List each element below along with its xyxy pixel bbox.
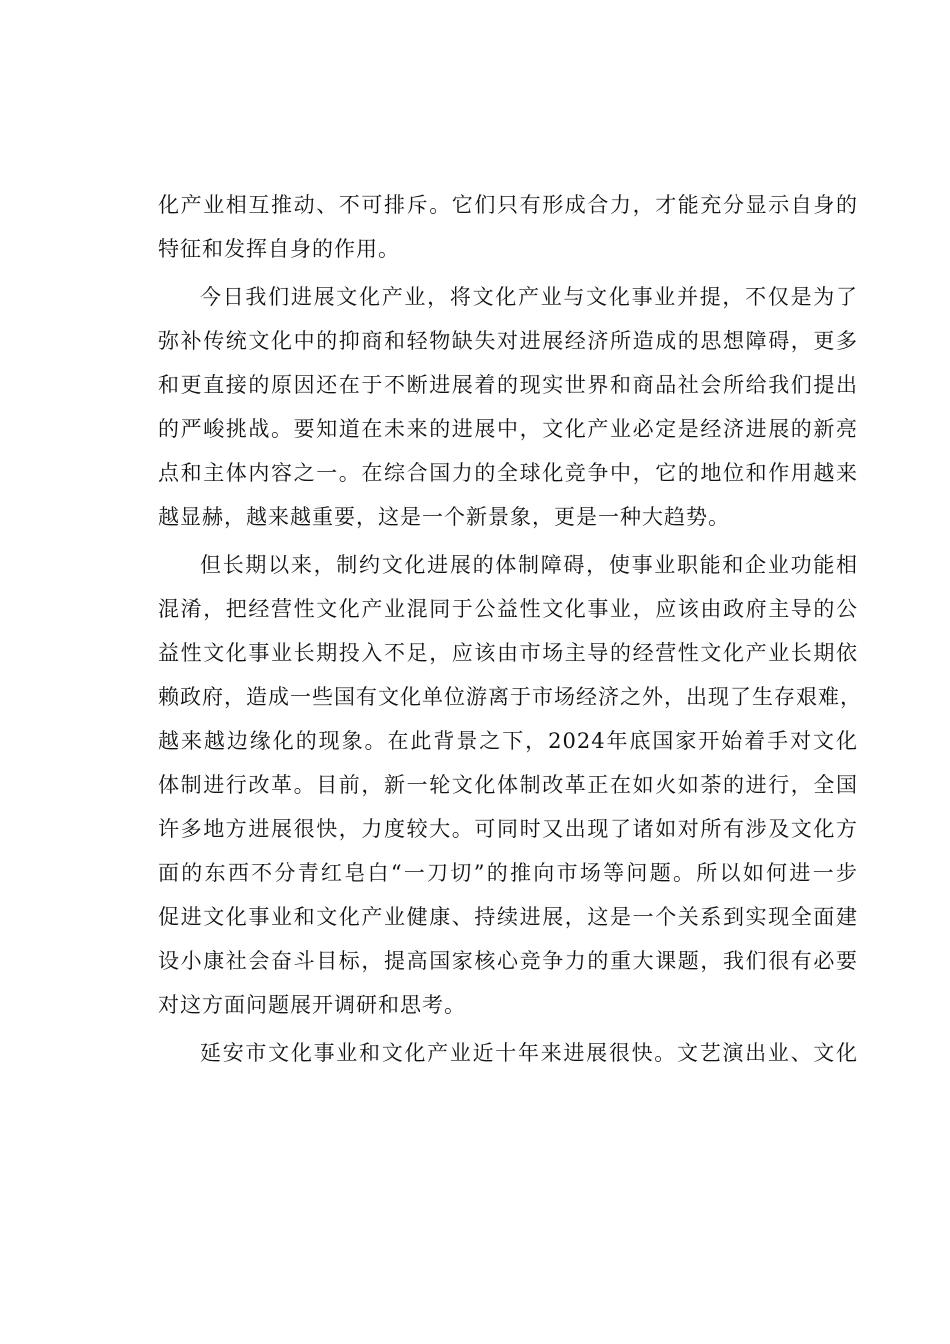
paragraph-2-line-6: 越显赫，越来越重要，这是一个新景象，更是一种大趋势。 (158, 505, 730, 529)
paragraph-3-line-6: 体制进行改革。目前，新一轮文化体制改革正在如火如荼的进行，全国 (158, 773, 858, 797)
paragraph-3-line-9: 促进文化事业和文化产业健康、持续进展，这是一个关系到实现全面建 (158, 905, 858, 929)
paragraph-3-line-1: 但长期以来，制约文化进展的体制障碍，使事业职能和企业功能相 (200, 553, 858, 577)
paragraph-3-line-8: 面的东西不分青红皂白“一刀切”的推向市场等问题。所以如何进一步 (158, 861, 858, 885)
paragraph-2-line-4: 的严峻挑战。要知道在未来的进展中，文化产业必定是经济进展的新亮 (158, 417, 858, 441)
paragraph-2-line-2: 弥补传统文化中的抑商和轻物缺失对进展经济所造成的思想障碍，更多 (158, 329, 858, 353)
body-text (158, 183, 862, 1075)
paragraph-2-line-5: 点和主体内容之一。在综合国力的全球化竞争中，它的地位和作用越来 (158, 461, 858, 485)
paragraph-3-line-5: 越来越边缘化的现象。在此背景之下，2024年底国家开始着手对文化 (158, 729, 858, 753)
paragraph-1-line-1: 化产业相互推动、不可排斥。它们只有形成合力，才能充分显示自身的 (158, 193, 858, 217)
paragraph-3-line-3: 益性文化事业长期投入不足，应该由市场主导的经营性文化产业长期依 (158, 641, 858, 665)
paragraph-2-line-1: 今日我们进展文化产业，将文化产业与文化事业并提，不仅是为了 (200, 285, 858, 309)
paragraph-4-line-1: 延安市文化事业和文化产业近十年来进展很快。文艺演出业、文化 (200, 1041, 858, 1065)
paragraph-3-line-11: 对这方面问题展开调研和思考。 (158, 993, 466, 1017)
paragraph-1-line-2: 特征和发挥自身的作用。 (158, 237, 400, 261)
paragraph-3-line-4: 赖政府，造成一些国有文化单位游离于市场经济之外，出现了生存艰难， (158, 685, 862, 709)
paragraph-2-line-3: 和更直接的原因还在于不断进展着的现实世界和商品社会所给我们提出 (158, 373, 858, 397)
paragraph-3-line-2: 混淆，把经营性文化产业混同于公益性文化事业，应该由政府主导的公 (158, 597, 858, 621)
paragraph-3-line-10: 设小康社会奋斗目标，提高国家核心竞争力的重大课题，我们很有必要 (158, 949, 858, 973)
paragraph-3-line-7: 许多地方进展很快，力度较大。可同时又出现了诸如对所有涉及文化方 (158, 817, 858, 841)
